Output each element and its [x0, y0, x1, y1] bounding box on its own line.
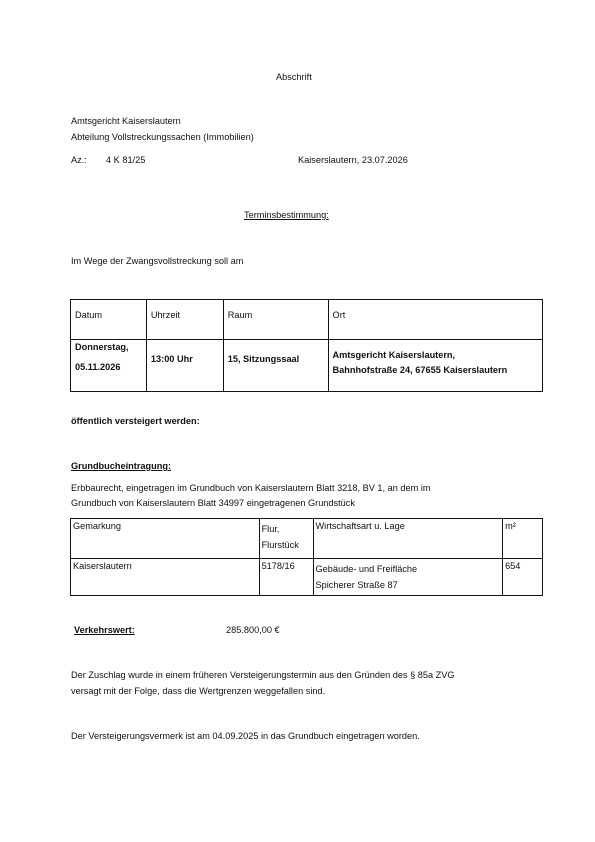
- final-note: Der Versteigerungsvermerk ist am 04.09.2025 in das Grundbuch eingetragen worden.: [71, 731, 420, 741]
- table-header-row: [71, 519, 543, 559]
- header-flur: Flur,: [261, 524, 280, 534]
- time-value: 13:00 Uhr: [150, 354, 193, 364]
- header-location: Ort: [332, 310, 346, 320]
- land-register-text-line2: Grundbuch von Kaiserslautern Blatt 34997 eingetragenen Grundstück: [71, 498, 355, 508]
- cell-area: 654: [505, 561, 521, 571]
- land-register-table: [70, 518, 543, 596]
- header-room: Raum: [227, 310, 253, 320]
- land-register-heading: Grundbucheintragung:: [71, 461, 172, 471]
- cell-usage: Gebäude- und Freifläche: [315, 564, 418, 574]
- date-value: 05.11.2026: [75, 362, 121, 373]
- copy-label: Abschrift: [276, 72, 312, 82]
- court-department: Abteilung Vollstreckungssachen (Immobilien): [71, 132, 254, 142]
- cell-address: Spicherer Straße 87: [315, 580, 398, 590]
- place-date: Kaiserslautern, 23.07.2026: [298, 155, 408, 165]
- file-number: 4 K 81/25: [106, 155, 146, 165]
- land-register-text-line1: Erbbaurecht, eingetragen im Grundbuch von Kaiserslautern Blatt 3218, BV 1, an dem im: [71, 483, 431, 493]
- table-header-row: [71, 300, 543, 340]
- intro-text: Im Wege der Zwangsvollstreckung soll am: [71, 256, 244, 266]
- date-weekday: Donnerstag,: [75, 342, 129, 352]
- court-name: Amtsgericht Kaiserslautern: [71, 116, 181, 126]
- market-value: 285.800,00 €: [226, 625, 280, 635]
- header-date: Datum: [75, 310, 103, 320]
- market-value-label: Verkehrswert:: [74, 625, 135, 635]
- cell-flurstueck: 5178/16: [261, 561, 295, 571]
- header-flurstueck: Flurstück: [261, 540, 299, 550]
- header-usage-location: Wirtschaftsart u. Lage: [315, 521, 405, 531]
- auction-text: öffentlich versteigert werden:: [71, 416, 200, 426]
- location-line1: Amtsgericht Kaiserslautern,: [332, 350, 456, 360]
- notice-line1: Der Zuschlag wurde in einem früheren Versteigerungstermin aus den Gründen des § 85a ZVG: [71, 670, 455, 680]
- header-time: Uhrzeit: [150, 310, 181, 320]
- room-value: 15, Sitzungssaal: [227, 354, 300, 364]
- schedule-table: [70, 299, 543, 392]
- document-title: Terminsbestimmung:: [244, 210, 329, 220]
- header-gemarkung: Gemarkung: [73, 521, 122, 531]
- notice-line2: versagt mit der Folge, dass die Wertgrenzen weggefallen sind.: [71, 686, 326, 696]
- cell-gemarkung: Kaiserslautern: [73, 561, 132, 571]
- location-line2: Bahnhofstraße 24, 67655 Kaiserslautern: [332, 365, 508, 375]
- file-number-label: Az.:: [71, 155, 87, 165]
- table-row: [71, 340, 543, 392]
- header-area: m²: [505, 521, 516, 531]
- table-row: [71, 559, 543, 596]
